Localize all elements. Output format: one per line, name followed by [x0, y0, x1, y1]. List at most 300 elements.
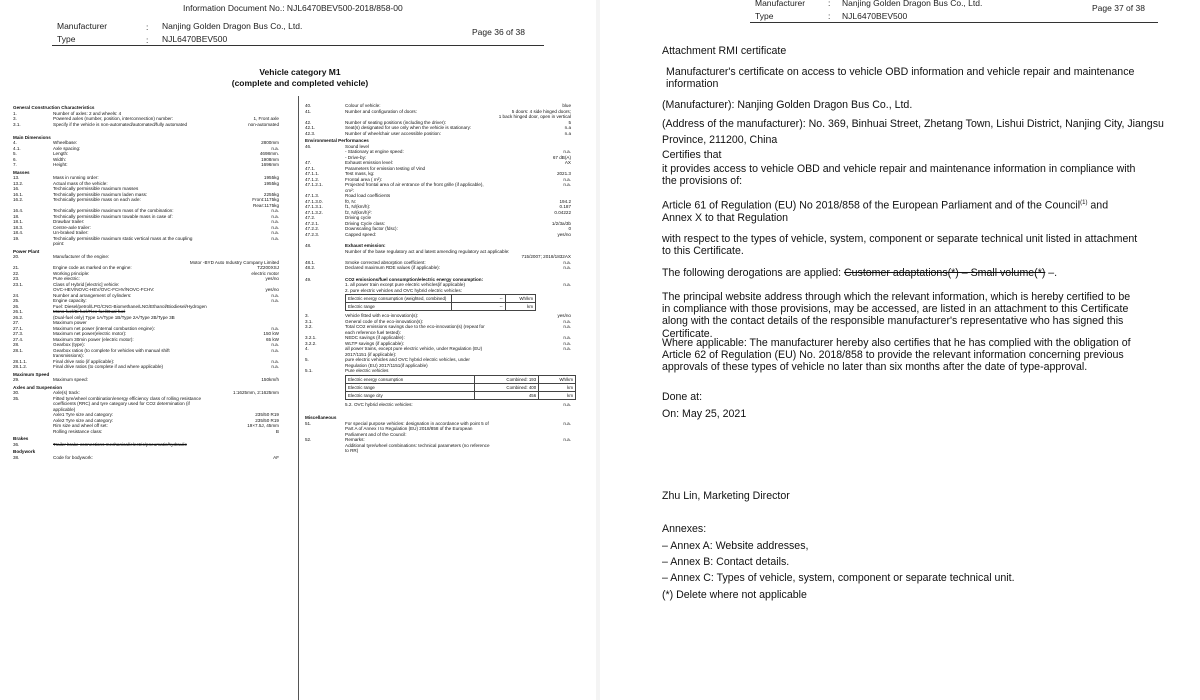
- annex-item: – Annex C: Types of vehicle, system, component or separate technical unit.: [662, 572, 1015, 584]
- table-cell: km: [505, 303, 535, 311]
- spec-label: (Dual-fuel only) Type 1A/Type 1B/Type 2A/Type 2B/Type 3B: [53, 314, 175, 320]
- spec-number: 5.: [13, 151, 17, 156]
- section-heading: Power Plant: [13, 248, 40, 254]
- spec-value: n.a.: [271, 342, 279, 347]
- spec-number: 28.: [13, 342, 20, 347]
- manufacturer-label: Manufacturer: [755, 0, 806, 8]
- spec-label: Declared maximum RDE values (if applicable):: [345, 265, 440, 270]
- spec-number: 42.: [305, 119, 312, 125]
- spec-value: n.a.: [563, 420, 571, 426]
- spec-number: 47.1.3.1.: [305, 204, 323, 209]
- colon: :: [828, 0, 831, 8]
- vehicle-category-subtitle: (complete and completed vehicle): [231, 78, 369, 88]
- spec-label: 2. pure electric vehicles and OVC hybrid electric vehicles:: [345, 287, 462, 293]
- spec-number: 3.2.1.: [305, 335, 317, 340]
- spec-row: [13, 122, 279, 133]
- spec-value: 194.2: [559, 198, 571, 204]
- spec-label: 1. all power train except pure electric vehicles(if applicable): [345, 282, 466, 287]
- spec-row: [13, 162, 279, 168]
- spec-value: n.a.: [563, 176, 571, 182]
- spec-row: [13, 442, 279, 448]
- spec-value: 1908mm: [261, 156, 279, 162]
- spec-label: OVC-HEV/NOVC-HEV/OVC-FCHV/NOVC-FCHV:: [53, 287, 155, 292]
- spec-value: n.a.: [563, 182, 571, 187]
- page-number: Page 37 of 38: [1092, 3, 1145, 13]
- spec-row: [13, 236, 279, 247]
- spec-value: n.a.: [271, 224, 279, 230]
- doc-number: Information Document No.: NJL6470BEV500-2018/858-00: [183, 3, 403, 13]
- spec-number: 4.: [305, 346, 309, 351]
- certifies-text: Certifies that: [662, 149, 722, 161]
- spec-value: 1 back hinged door, open in vertical: [498, 114, 571, 119]
- spec-label: Fuel: Diesel/petrol/LPG/CNG-Biomethane/LNG/Ethanol/Biodiesel/Hydrogen: [53, 303, 207, 309]
- spec-number: 29.: [13, 377, 20, 382]
- derogations-struck: Customer adaptations(*) – Small volume(*): [843, 267, 1046, 279]
- spec-label: Powered axles (number, position, interconnection) number:: [53, 116, 174, 121]
- spec-value: 1955kg: [263, 180, 279, 186]
- spec-label: Technically permissible maximum laden mass:: [53, 191, 148, 197]
- spec-number: 3.1.: [305, 318, 313, 324]
- article-text: [662, 197, 1140, 224]
- spec-number: 47.1.2.1.: [305, 182, 323, 187]
- spec-number: 47.1.1.: [305, 171, 320, 176]
- spec-label: Number of axles: 2 and wheels: 4: [53, 110, 122, 116]
- spec-number: 26.2.: [13, 314, 24, 320]
- electric-range-table: [345, 375, 576, 400]
- spec-number: 16.1.: [13, 191, 24, 197]
- spec-value: n.a.: [563, 401, 571, 407]
- spec-label: Number and configuration of doors:: [345, 108, 418, 114]
- spec-label: Pure electric vehicles: [345, 368, 389, 373]
- spec-label: Gearbox ratios (to complete for vehicles with manual shift transmissions):: [53, 347, 170, 358]
- spec-row: [305, 346, 571, 357]
- spec-number: 42.3.: [305, 130, 316, 136]
- spec-column-right: [305, 103, 571, 454]
- table-cell: Electric energy consumption (weighted, combined): [346, 295, 452, 303]
- spec-number: 20.: [13, 254, 20, 259]
- spec-number: 47.2.3.: [305, 231, 320, 237]
- type-label: Type: [755, 11, 774, 21]
- spec-value: 0: [568, 226, 571, 231]
- spec-row: [305, 182, 571, 193]
- spec-value: AF: [273, 454, 279, 460]
- spec-value: 1, Front axle: [253, 116, 279, 121]
- spec-number: 6.: [13, 156, 17, 162]
- table-cell: km: [539, 383, 576, 391]
- table-row: [346, 391, 576, 399]
- spec-label: Centre-axle trailer:: [53, 224, 91, 230]
- spec-number: 47.2.: [305, 215, 316, 220]
- spec-label: Number of the base regulatory act and latest amending regulatory act applicable:: [345, 248, 510, 254]
- spec-value: n.a.: [271, 230, 279, 235]
- spec-label: Maximum speed:: [53, 377, 88, 382]
- section-heading: Axles and Suspension: [13, 384, 63, 390]
- spec-number: 47.: [305, 160, 312, 165]
- spec-value: 2021.3: [556, 171, 571, 176]
- spec-label: Number of seating positions (including the driver):: [345, 119, 447, 125]
- spec-label: Vehicle fitted with eco-innovation(s):: [345, 313, 419, 318]
- spec-value: 5: [568, 119, 571, 125]
- spec-number: 47.1.: [305, 165, 316, 171]
- spec-number: 3.: [13, 116, 17, 121]
- spec-value: TZ200XSJ: [257, 265, 279, 270]
- spec-label: pure electric vehicles and OVC hybrid electric vehicles, under Regulation (EU) 2017/1151(if applicable): [345, 357, 470, 368]
- spec-label: Capped speed:: [345, 231, 377, 237]
- spec-number: 13.: [13, 175, 20, 180]
- spec-label: Length:: [53, 151, 69, 156]
- spec-number: 16.: [13, 186, 20, 191]
- spec-label: Code for bodywork:: [53, 454, 93, 460]
- table-row: [346, 383, 576, 391]
- spec-label: Road load coefficients: [345, 193, 391, 198]
- spec-label: all power trains, except pure electric vehicle, under Regulation (EU) 2017/1151 (if applicable):: [345, 346, 483, 357]
- spec-number: 47.1.3.: [305, 193, 320, 198]
- spec-value: yes/no: [557, 313, 571, 318]
- spec-label: Axle(s) track:: [53, 390, 80, 395]
- colon: :: [146, 35, 149, 45]
- spec-label: Class of Hybrid [electric] vehicle:: [53, 281, 120, 287]
- spec-number: 48.2.: [305, 265, 316, 270]
- table-cell: Wh/km: [539, 375, 576, 383]
- spec-label: Exhaust emission:: [345, 243, 386, 248]
- spec-label: Fitted tyre/wheel combination/energy efficiency class of rolling resistance coefficients (RRC) and tyre category used for CO2 determination (if applicable): [53, 395, 202, 412]
- spec-value: yes/no: [265, 287, 279, 292]
- spec-value: n.a.: [563, 259, 571, 265]
- spec-value: 65 kW: [265, 336, 279, 342]
- colon: :: [146, 22, 149, 32]
- spec-label: Actual mass of the vehicle:: [53, 180, 108, 186]
- spec-label: Downscaling factor (fdsc):: [345, 226, 398, 231]
- table-cell: --: [452, 303, 505, 311]
- provides-text: it provides access to vehicle OBD and vehicle repair and maintenance information in compliance with the provisions of:: [662, 163, 1136, 188]
- spec-label: Number of wheelchair user accessible position:: [345, 130, 442, 136]
- spec-value: n.a.: [563, 318, 571, 324]
- spec-label: Sound level: [345, 143, 370, 149]
- spec-label: Driving Cycle class:: [345, 220, 386, 226]
- spec-value: 235/50 R19: [255, 412, 279, 417]
- spec-label: For special purpose vehicles: designation in accordance with point 5 of Part A of Annex I to Regulation (EU) 2018/858 of the European Parliament and of the Council:: [345, 420, 489, 437]
- spec-value: AX: [564, 160, 571, 165]
- spec-value: n.a.: [271, 347, 279, 353]
- spec-label: - Drive-by:: [345, 154, 367, 160]
- annex-item: – Annex A: Website addresses,: [662, 540, 809, 552]
- spec-number: 28.1.1.: [13, 358, 28, 364]
- principal-text: The principal website address through which the relevant information, which is hereby certified to be in compliance with those provisions, may be accessed, are listed in an attachment to this Certificate along with the contact details of the responsible manufacturer's representative who has signed this Certificate.: [662, 291, 1131, 340]
- spec-label: Manufacturer of the engine:: [53, 254, 110, 259]
- spec-label: Wheelbase:: [53, 140, 78, 145]
- spec-number: 18.1.: [13, 219, 24, 224]
- spec-number: 46.: [305, 143, 312, 149]
- row-spacer: [305, 407, 571, 413]
- spec-label: Final drive ratio (if applicable):: [53, 358, 115, 364]
- section-heading: Maximum Speed: [13, 371, 50, 377]
- annex-item: – Annex B: Contact details.: [662, 556, 790, 568]
- spec-label: Mass in running order:: [53, 175, 99, 180]
- spec-value: 4698mm.: [259, 151, 279, 156]
- where-applicable-text: Where applicable: The manufacturer hereby also certifies that he has complied with the obligation of Article 62 of Regulation (EU) No. 2018/858 to provide the relevant information concerning previous approvals of these types of vehicle no later than six months after the date of type-approval.: [662, 337, 1131, 374]
- column-divider: [298, 96, 299, 700]
- spec-label: Maximum net power(electric motor):: [53, 331, 127, 336]
- spec-row: [13, 396, 279, 413]
- spec-number: 5.: [305, 357, 309, 362]
- spec-label: NEDC savings (if applicable):: [345, 335, 405, 340]
- manufacturer-value: Nanjing Golden Dragon Bus Co., Ltd.: [842, 0, 983, 8]
- footnote-ref: (1): [1080, 200, 1088, 206]
- spec-label: Driving cycle: [345, 215, 372, 220]
- table-cell: Electric energy consumption: [346, 375, 475, 383]
- spec-value: electric motor: [251, 270, 279, 276]
- spec-value: Motor -BYD Auto Industry Company Limited: [189, 259, 279, 265]
- spec-number: 22.: [13, 270, 20, 276]
- spec-number: 23.1.: [13, 281, 24, 287]
- spec-row: [305, 368, 571, 374]
- spec-number: 48.: [305, 243, 312, 248]
- spec-number: 36.: [13, 441, 20, 447]
- spec-number: 19.: [13, 235, 20, 241]
- section-heading: Environmental Performances: [305, 138, 369, 143]
- spec-number: 47.1.3.2.: [305, 209, 323, 215]
- manufacturer-value: Nanjing Golden Dragon Bus Co., Ltd.: [162, 21, 303, 31]
- table-row: [346, 303, 536, 311]
- spec-number: 47.1.2.: [305, 176, 320, 182]
- spec-label: Pure electric:: [53, 276, 80, 281]
- spec-label: Width:: [53, 156, 67, 162]
- spec-value: 1:1625mm, 2:1625mm: [233, 390, 279, 395]
- table-cell: Electric range city: [346, 391, 475, 399]
- spec-row: [13, 429, 279, 435]
- spec-number: 1.: [13, 110, 17, 116]
- section-heading: Miscellaneous: [305, 415, 337, 420]
- spec-value: n.a.: [271, 358, 279, 364]
- spec-number: 21.: [13, 265, 20, 270]
- spec-value: 67 dB(A): [552, 154, 571, 160]
- spec-number: 26.1.: [13, 309, 24, 314]
- section-heading: Brakes: [13, 436, 29, 441]
- spec-label: Parameters for emission testing of Vind: [345, 165, 426, 171]
- spec-value: n.a.: [271, 208, 279, 213]
- spec-number: 3.: [305, 313, 309, 318]
- certificate-subtitle: Manufacturer's certificate on access to vehicle OBD information and vehicle repair and maintenance information: [666, 66, 1135, 91]
- spec-row: [305, 443, 571, 454]
- spec-number: 51.: [305, 420, 312, 426]
- spec-label: Smoke corrected absorption coefficient:: [345, 259, 426, 265]
- spec-label: Un-braked trailer:: [53, 230, 89, 235]
- spec-label: Frontal area ( m²):: [345, 176, 383, 182]
- spec-row: [305, 288, 571, 294]
- manufacturer-label: Manufacturer: [57, 21, 108, 31]
- derogations-suffix: –.: [1045, 267, 1058, 279]
- type-label: Type: [57, 34, 76, 44]
- spec-label: Rim size and wheel off set:: [53, 423, 108, 428]
- spec-number: 3.2.: [305, 324, 313, 329]
- spec-label: f1, N/(km/h):: [345, 204, 371, 209]
- spec-number: 49.: [305, 276, 312, 282]
- spec-number: 38.: [13, 454, 20, 460]
- spec-number: 27.4.: [13, 336, 24, 342]
- spec-value: B: [275, 428, 279, 434]
- attachment-title: Attachment RMI certificate: [662, 45, 787, 57]
- spec-label: General code of the eco-innovation(s):: [345, 318, 424, 324]
- manufacturer-line: (Manufacturer): Nanjing Golden Dragon Bus Co., Ltd.: [662, 99, 913, 111]
- spec-label: Total CO2 emissions savings due to the eco-innovation(s) (repeat for each reference fuel tested):: [345, 324, 485, 335]
- type-value: NJL6470BEV500: [842, 11, 908, 21]
- spec-number: 18.4.: [13, 230, 24, 235]
- spec-value: n.a.: [271, 292, 279, 298]
- spec-value: n.a.: [563, 149, 571, 154]
- spec-number: 48.1.: [305, 259, 316, 265]
- derogations-text: [662, 267, 1162, 279]
- spec-number: 40.: [305, 103, 312, 108]
- spec-number: 28.1.2.: [13, 364, 28, 369]
- spec-number: 47.2.1.: [305, 220, 320, 226]
- spec-number: 28.1.: [13, 347, 24, 353]
- spec-value: n.a.: [271, 364, 279, 369]
- spec-label: Colour of vehicle:: [345, 103, 381, 108]
- spec-value: n.a.: [271, 213, 279, 219]
- spec-value: 0.04222: [554, 209, 571, 215]
- section-heading: General Construction Characteristics: [13, 105, 95, 110]
- spec-row: [305, 324, 571, 335]
- spec-value: n.a.: [271, 325, 279, 331]
- table-cell: Combined: 193: [474, 375, 538, 383]
- spec-label: 5.2. OVC hybrid electric vehicles:: [345, 401, 413, 407]
- spec-label: Drawbar trailer:: [53, 219, 85, 224]
- spec-value: Front:1175kg: [252, 197, 279, 202]
- spec-number: 7.: [13, 162, 17, 167]
- spec-value: 19×7.5J, 45mm: [247, 423, 279, 428]
- spec-label: Projected frontal area of air entrance of the front grille (if applicable), cm²:: [345, 182, 484, 193]
- signatory: Zhu Lin, Marketing Director: [662, 490, 790, 502]
- header-rule: [52, 45, 544, 46]
- spec-number: 23.: [13, 276, 20, 281]
- spec-number: 16.4.: [13, 208, 24, 213]
- spec-label: Test mass, kg:: [345, 171, 375, 176]
- spec-number: 42.1.: [305, 125, 316, 130]
- spec-number: 30.: [13, 390, 20, 395]
- spec-value: 5 doors: 4 side hinged doors;: [511, 108, 571, 114]
- spec-number: 25.: [13, 298, 20, 303]
- spec-number: 18.3.: [13, 224, 24, 230]
- section-heading: Masses: [13, 169, 30, 175]
- table-cell: 456: [474, 391, 538, 399]
- spec-label: Trailer brake connections mechanical/electric/pneumatic/hydraulic: [53, 441, 187, 447]
- spec-number: 18.: [13, 213, 20, 219]
- spec-value: blue: [562, 103, 571, 108]
- spec-number: 24.: [13, 292, 20, 298]
- respect-text: with respect to the types of vehicle, system, component or separate technical unit listed in attachment to this Certificate.: [662, 233, 1138, 258]
- derogations-prefix: The following derogations are applied:: [662, 267, 844, 279]
- spec-value: n.a.: [563, 437, 571, 442]
- spec-label: Technically permissible maximum mass of the combination:: [53, 208, 174, 213]
- table-cell: Electric range: [346, 383, 475, 391]
- spec-label: - Stationary at engine speed:: [345, 149, 404, 154]
- spec-number: 16.2.: [13, 197, 24, 202]
- spec-label: WLTP savings (if applicable):: [345, 340, 405, 346]
- spec-row: [13, 377, 279, 383]
- spec-value: 715/2007; 2018/1832AX: [521, 254, 571, 259]
- spec-value: 1955kg: [263, 175, 279, 180]
- article-text-b: and Annex X to that Regulation: [662, 199, 1109, 224]
- spec-label: Axle2 Tyre size and category:: [53, 417, 114, 423]
- table-cell: Wh/km: [505, 295, 535, 303]
- table-cell: Electric range: [346, 303, 452, 311]
- spec-number: 5.1.: [305, 368, 313, 373]
- header-rule: [750, 22, 1158, 23]
- table-cell: km: [539, 391, 576, 399]
- spec-number: 13.2.: [13, 180, 24, 186]
- spec-value: 1696mm: [261, 162, 279, 167]
- spec-label: Axle spacing:: [53, 145, 81, 151]
- spec-label: Engine capacity:: [53, 298, 87, 303]
- annexes-title: Annexes:: [662, 523, 707, 535]
- spec-value: Rear:1175kg: [253, 202, 279, 208]
- spec-label: Working principle:: [53, 270, 90, 276]
- spec-value: 1/2/3a/3b: [551, 220, 571, 226]
- spec-label: Final drive ratios (to complete if and where applicable): [53, 364, 164, 369]
- spec-label: Rolling resistance class:: [53, 428, 103, 434]
- spec-value: 2800mm: [261, 140, 279, 145]
- spec-value: n.a.: [563, 346, 571, 351]
- spec-value: 150 kW: [263, 331, 279, 336]
- spec-value: n.a.: [563, 282, 571, 287]
- spec-label: Technically permissible maximum static vertical mass at the coupling point:: [53, 235, 193, 246]
- spec-value: yes/no: [557, 231, 571, 237]
- spec-number: 4.1.: [13, 145, 21, 151]
- spec-number: 47.1.3.0.: [305, 198, 323, 204]
- spec-label: Specify if the vehicle is non-automated/automated/fully automated: [53, 121, 188, 127]
- spec-label: Height:: [53, 162, 68, 167]
- done-at: Done at:: [662, 391, 703, 403]
- spec-value: 2255kg: [263, 191, 279, 197]
- spec-row: [13, 455, 279, 461]
- spec-label: Engine code as marked on the engine:: [53, 265, 132, 270]
- spec-label: Number and arrangement of cylinders:: [53, 292, 132, 298]
- spec-number: 3.1.: [13, 121, 21, 127]
- type-value: NJL6470BEV500: [162, 34, 228, 44]
- vehicle-category-title: Vehicle category M1: [259, 67, 341, 77]
- spec-value: 150km/h: [261, 377, 279, 382]
- spec-value: n.a.: [271, 145, 279, 151]
- spec-label: Gearbox (type):: [53, 342, 85, 347]
- spec-value: n.a: [564, 130, 571, 136]
- spec-label: CO2 emissions/fuel consumption/electric energy consumption:: [345, 276, 484, 282]
- spec-label: Technically permissible mass on each axle:: [53, 197, 141, 202]
- table-row: [346, 375, 576, 383]
- spec-value: yes/no: [265, 276, 279, 281]
- spec-value: n.a.: [271, 219, 279, 224]
- spec-row: [13, 348, 279, 359]
- signing-date: On: May 25, 2021: [662, 408, 747, 420]
- spec-value: non-automated: [248, 121, 279, 127]
- spec-label: Mono fuel/Bi fuel/Flex fuel/Dual fuel: [53, 309, 126, 314]
- spec-label: Technically permissible maximum masses: [53, 186, 139, 191]
- delete-note: (*) Delete where not applicable: [662, 589, 807, 601]
- spec-number: 27.1.: [13, 325, 24, 331]
- spec-number: 27.3.: [13, 331, 24, 336]
- spec-value: 0.187: [559, 204, 571, 209]
- table-row: [346, 295, 536, 303]
- spec-value: n.a: [564, 125, 571, 130]
- spec-number: 41.: [305, 108, 312, 114]
- section-heading: Bodywork: [13, 449, 36, 454]
- spec-number: 52.: [305, 437, 312, 442]
- spec-label: f0, N:: [345, 198, 356, 204]
- spec-value: n.a.: [271, 235, 279, 241]
- spec-label: Maximum power: [53, 320, 87, 325]
- spec-label: Technically permissible maximum towable mass in case of:: [53, 213, 173, 219]
- spec-row: [305, 357, 571, 368]
- spec-number: 26.: [13, 303, 20, 309]
